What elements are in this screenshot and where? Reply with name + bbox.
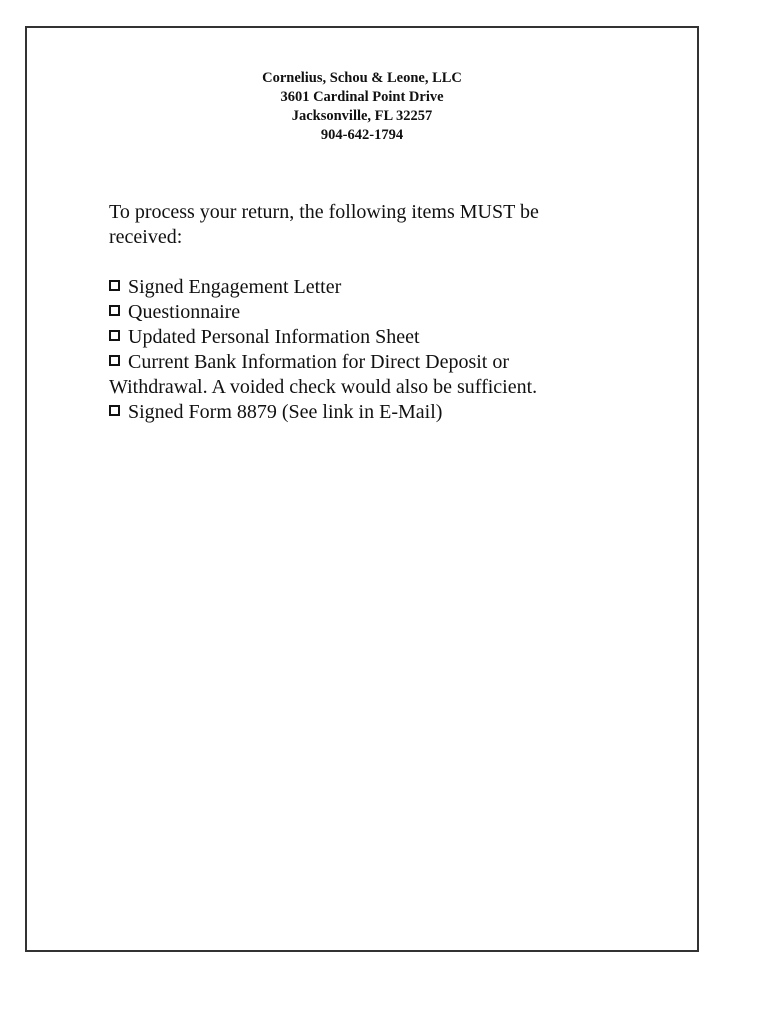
checklist-item-label: Questionnaire	[128, 301, 241, 323]
firm-name: Cornelius, Schou & Leone, LLC	[262, 70, 462, 86]
checkbox-icon	[109, 280, 120, 291]
phone-number: 904-642-1794	[320, 127, 404, 143]
required-items-checklist	[109, 275, 599, 425]
checklist-item	[109, 400, 599, 425]
city-state-zip: Jacksonville, FL 32257	[291, 108, 433, 124]
checklist-item-label: Signed Engagement Letter	[128, 276, 342, 298]
letterhead	[27, 69, 697, 145]
street-address: 3601 Cardinal Point Drive	[280, 89, 444, 105]
checklist-item	[109, 325, 599, 350]
checklist-item-label: Current Bank Information for Direct Deposit or Withdrawal. A voided check would also be sufficient.	[109, 351, 538, 398]
checkbox-icon	[109, 305, 120, 316]
checklist-item	[109, 275, 599, 300]
checklist-item-label: Signed Form 8879 (See link in E-Mail)	[128, 401, 443, 423]
document-page	[25, 26, 699, 952]
checklist-item	[109, 350, 599, 400]
checkbox-icon	[109, 330, 120, 341]
checkbox-icon	[109, 405, 120, 416]
intro-text: To process your return, the following items MUST be received:	[109, 201, 539, 248]
checklist-item-label: Updated Personal Information Sheet	[128, 326, 420, 348]
checklist-item	[109, 300, 599, 325]
checkbox-icon	[109, 355, 120, 366]
